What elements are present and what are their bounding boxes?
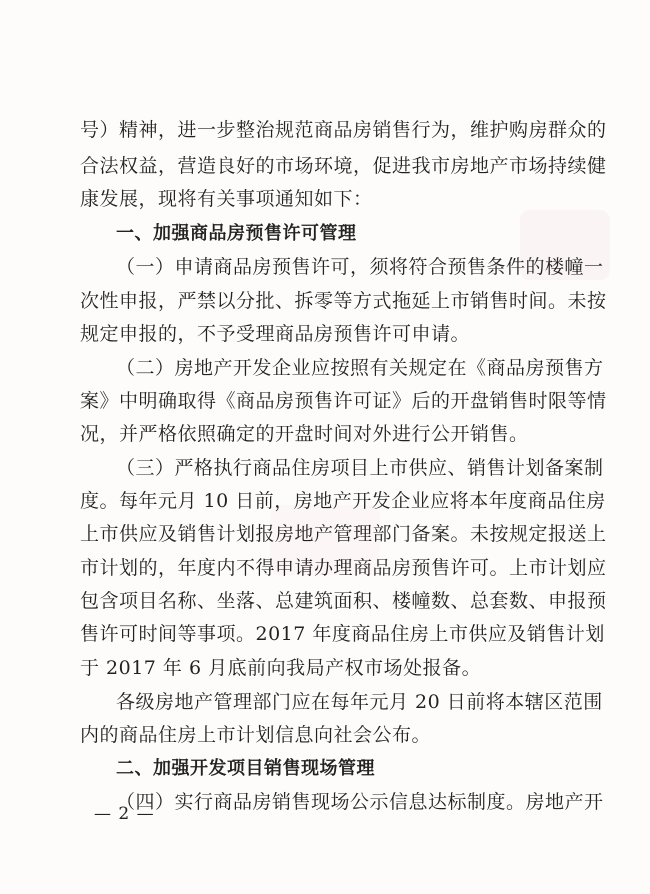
section-heading: 二、加强开发项目销售现场管理 xyxy=(116,758,375,779)
body-line: 度。每年元月 10 日前，房地产开发企业应将本年度商品住房 xyxy=(80,490,606,512)
section-heading: 一、加强商品房预售许可管理 xyxy=(116,223,357,244)
body-line: 各级房地产管理部门应在每年元月 20 日前将本辖区范围 xyxy=(116,691,603,713)
body-line: 包含项目名称、坐落、总建筑面积、楼幢数、总套数、申报预 xyxy=(80,590,607,612)
body-line: 次性申报，严禁以分批、拆零等方式拖延上市销售时间。未按 xyxy=(80,290,607,312)
body-line: 于 2017 年 6 月底前向我局产权市场处报备。 xyxy=(80,657,482,679)
body-line: 康发展，现将有关事项通知如下： xyxy=(80,188,373,210)
body-line: 内的商品住房上市计划信息向社会公布。 xyxy=(80,724,432,746)
body-line: 售许可时间等事项。2017 年度商品住房上市供应及销售计划 xyxy=(80,623,605,645)
body-line: 况，并严格依照确定的开盘时间对外进行公开销售。 xyxy=(80,423,529,445)
body-line: 市计划的，年度内不得申请办理商品房预售许可。上市计划应 xyxy=(80,557,607,579)
page-number: — 2 — xyxy=(94,804,155,824)
body-line: 上市供应及销售计划报房地产管理部门备案。未按规定报送上 xyxy=(80,523,607,545)
body-line: 号）精神，进一步整治规范商品房销售行为，维护购房群众的 xyxy=(80,119,607,141)
body-line: （一）申请商品房预售许可，须将符合预售条件的楼幢一 xyxy=(116,256,604,278)
body-line: 合法权益，营造良好的市场环境，促进我市房地产市场持续健 xyxy=(80,155,607,177)
body-line: （四）实行商品房销售现场公示信息达标制度。房地产开 xyxy=(116,791,604,813)
body-line: （三）严格执行商品住房项目上市供应、销售计划备案制 xyxy=(116,457,604,479)
body-line: 案》中明确取得《商品房预售许可证》后的开盘销售时限等情 xyxy=(80,390,607,412)
body-line: 规定申报的，不予受理商品房预售许可申请。 xyxy=(80,323,471,345)
body-line: （二）房地产开发企业应按照有关规定在《商品房预售方 xyxy=(116,357,604,379)
